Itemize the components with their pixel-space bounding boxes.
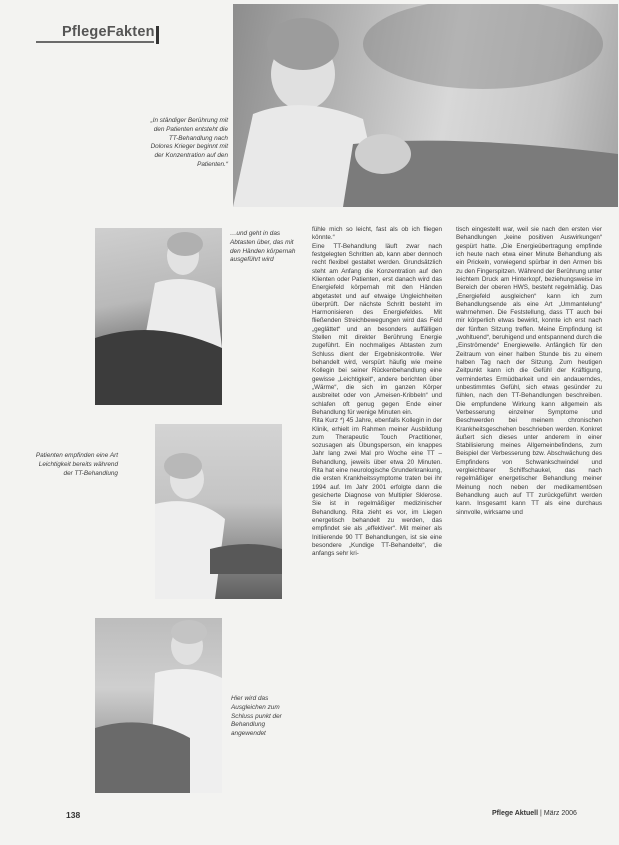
- photo-balancing: [95, 618, 222, 793]
- photo-scene-3: [155, 424, 282, 599]
- article-column-middle: fühle mich so leicht, fast als ob ich fliegen könnte.“ Eine TT-Behandlung läuft zwar nach festgelegten Schritten ab, kann aber dennoch recht flexibel gestaltet werden. Grundsätzlich steht am Anfang die Konzentration auf den Klienten oder Patienten, erst danach wird das Energiefeld körpernah mit den Händen abgetastet und auf etwaige Ungleichheiten überprüft. Der nächste Schritt besteht im Harmonisieren des Energiefeldes. Mit fließenden Streichbewegungen wird das Feld „geglättet“ und an besonders auffälligen Stellen mit direkter Berührung Energie zugeführt. Ein nochmaliges Abtasten zum Schluss dient der Ergebniskontrolle. Wer behandelt wird, verspürt häufig wie meine Kollegin bei seiner Rückenbehandlung eine gewisse „Leichtigkeit“, andere berichten über „Wärme“, die sich im ganzen Körper ausbreitet oder von „Ameisen-Kribbeln“ und schlafen oft genug gegen Ende einer Behandlung für wenige Minuten ein. Rita Kurz *) 45 Jahre, ebenfalls Kollegin in der Klinik, erhielt im Rahmen meiner Ausbildung zum Therapeutic Touch Practitioner, sozusagen als Übungsperson, ein knappes Jahr lang zwei Mal pro Woche eine TT – Behandlung, jeweils über etwa 20 Minuten. Rita hat eine neurologische Grunderkrankung, die ersten Krankheitssymptome traten bei ihr 1994 auf. Im Jahr 2001 erfolgte dann die gesicherte Diagnose von Multipler Sklerose. Sie ist in regelmäßiger medizinischer Behandlung. Rita zieht es vor, im Liegen energetisch behandelt zu werden, das empfindet sie als „effektiver“. Mit meiner als Initiierende 90 TT Behandlungen, ist sie eine besondere „Kundige TT-Behandelte“, die anfangs sehr kri-: [312, 226, 442, 558]
- caption-concentration: „In ständiger Berührung mit den Patienten entsteht die TT-Behandlung nach Dolores Krieger beginnt mit der Konzentration auf den Patienten.“: [150, 117, 228, 168]
- page-number: 138: [66, 810, 81, 820]
- article-column-right: tisch eingestellt war, weil sie nach den ersten vier Behandlungen „keine positiven Auswirkungen“ gespürt hatte. „Die Energieübertragung empfinde ich heute nach etwa einer Minute Behandlung als ein Prickeln, vorwiegend spürbar in den Armen bis zu den Fingerspitzen. Während der Berührung unter leichtem Druck am Hinterkopf, beziehungsweise im Bereich der oberen HWS, besteht regelmäßig. Das „Energiefeld ausgleichen“ kann ich zum Behandlungsende als eine Art „Ummantelung“ wahrnehmen. Die Feststellung, dass TT auch bei mir körperlich etwas bewirkt, konnte ich erst nach der fünften Sitzung treffen. Meine Empfindung ist „wohltuend“, beruhigend und entspannend durch die „Einströmende“ Energiewelle. Anfänglich für den Zeitraum von einer halben Stunde bis zu einem halben Tag nach der Sitzung. Zum heutigen Zeitpunkt kann ich die Gefühl der Kräftigung, vermindertes Ermüdbarkeit und ein andauerndes, unbestimmtes Gefühl, sich etwas gesünder zu fühlen, nach den TT-Behandlungen beschreiben. Die empfundene Wirkung kann allgemein als Verbesserung einzelner Symptome und Beschwerden bei meinem chronischen Krankheitsgeschehen beschrieben werden. Konkret äußert sich dieses unter anderem in einer Stabilisierung meines Allgemeinbefindens, zum Beispiel der Verbesserung bzw. Abschwächung des Empfindens von Schwankschwindel und vergleichbarer Schiffschaukel, das nach regelmäßiger energetischer Behandlung meiner Meinung noch neben der medikamentösen Behandlung auch auf TT zurückgeführt werden kann. Insgesamt kann TT als eine durchaus sinnvolle, wirksame und: [456, 226, 602, 516]
- photo-scene-2: [95, 228, 222, 405]
- caption-lightness: Patienten empfinden eine Art Leichtigkeit bereits während der TT-Behandlung: [35, 452, 118, 477]
- footer-issue-line: [492, 810, 577, 817]
- caption-scanning: …und geht in das Abtasten über, das mit den Händen körpernah ausgeführt wird: [230, 230, 296, 264]
- photo-concentration: [233, 4, 618, 207]
- footer-issue-date: März 2006: [543, 810, 577, 817]
- photo-lightness: [155, 424, 282, 599]
- caption-balancing: Hier wird das Ausgleichen zum Schluss punkt der Behandlung angewendet: [231, 695, 282, 738]
- photo-scene-1: [233, 4, 618, 207]
- section-title-rule: [36, 41, 154, 43]
- photo-scene-4: [95, 618, 222, 793]
- photo-scanning: [95, 228, 222, 405]
- footer-magazine-name: Pflege Aktuell: [492, 810, 539, 817]
- footer-separator: |: [540, 810, 542, 817]
- section-title: PflegeFakten: [62, 24, 155, 40]
- section-title-bar: [156, 26, 159, 44]
